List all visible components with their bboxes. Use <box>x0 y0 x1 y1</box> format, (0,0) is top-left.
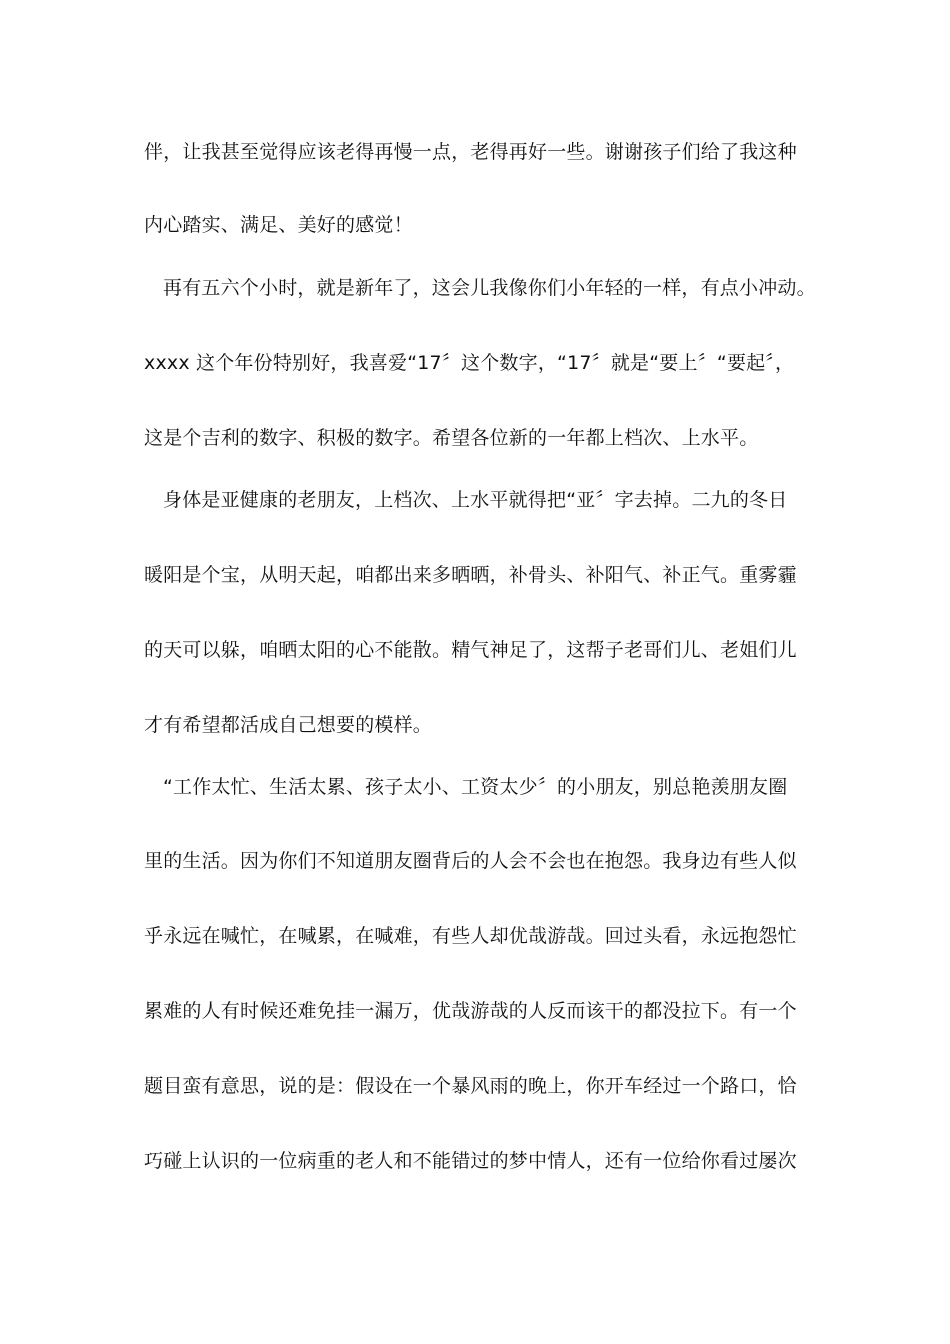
text-line: 伴，让我甚至觉得应该老得再慢一点，老得再好一些。谢谢孩子们给了我这种 <box>144 141 797 163</box>
text-line: 才有希望都活成自己想要的模样。 <box>144 714 433 736</box>
text-line: 暖阳是个宝，从明天起，咱都出来多晒晒，补骨头、补阳气、补正气。重雾霾 <box>144 564 797 586</box>
text-line: 累难的人有时候还难免挂一漏万，优哉游哉的人反而该干的都没拉下。有一个 <box>144 1000 797 1022</box>
paragraph-start-line: “工作太忙、生活太累、孩子太小、工资太少〞的小朋友，别总艳羡朋友圈 <box>163 776 788 798</box>
paragraph-start-line: 身体是亚健康的老朋友，上档次、上水平就得把“亚〞字去掉。二九的冬日 <box>163 489 788 511</box>
text-line: 里的生活。因为你们不知道朋友圈背后的人会不会也在抱怨。我身边有些人似 <box>144 850 797 872</box>
text-line: 乎永远在喊忙，在喊累，在喊难，有些人却优哉游哉。回过头看，永远抱怨忙 <box>144 925 797 947</box>
paragraph-start-line: 再有五六个小时，就是新年了，这会儿我像你们小年轻的一样，有点小冲动。 <box>163 277 816 299</box>
text-line: 巧碰上认识的一位病重的老人和不能错过的梦中情人，还有一位给你看过屡次 <box>144 1150 797 1172</box>
text-line: 的天可以躲，咱晒太阳的心不能散。精气神足了，这帮子老哥们儿、老姐们儿 <box>144 639 797 661</box>
text-line: 内心踏实、满足、美好的感觉！ <box>144 214 413 236</box>
text-line: xxxx 这个年份特别好，我喜爱“17〞这个数字，“17〞就是“要上〞“要起〞， <box>144 352 795 374</box>
text-line: 这是个吉利的数字、积极的数字。希望各位新的一年都上档次、上水平。 <box>144 427 759 449</box>
text-line: 题目蛮有意思，说的是：假设在一个暴风雨的晚上，你开车经过一个路口，恰 <box>144 1075 797 1097</box>
